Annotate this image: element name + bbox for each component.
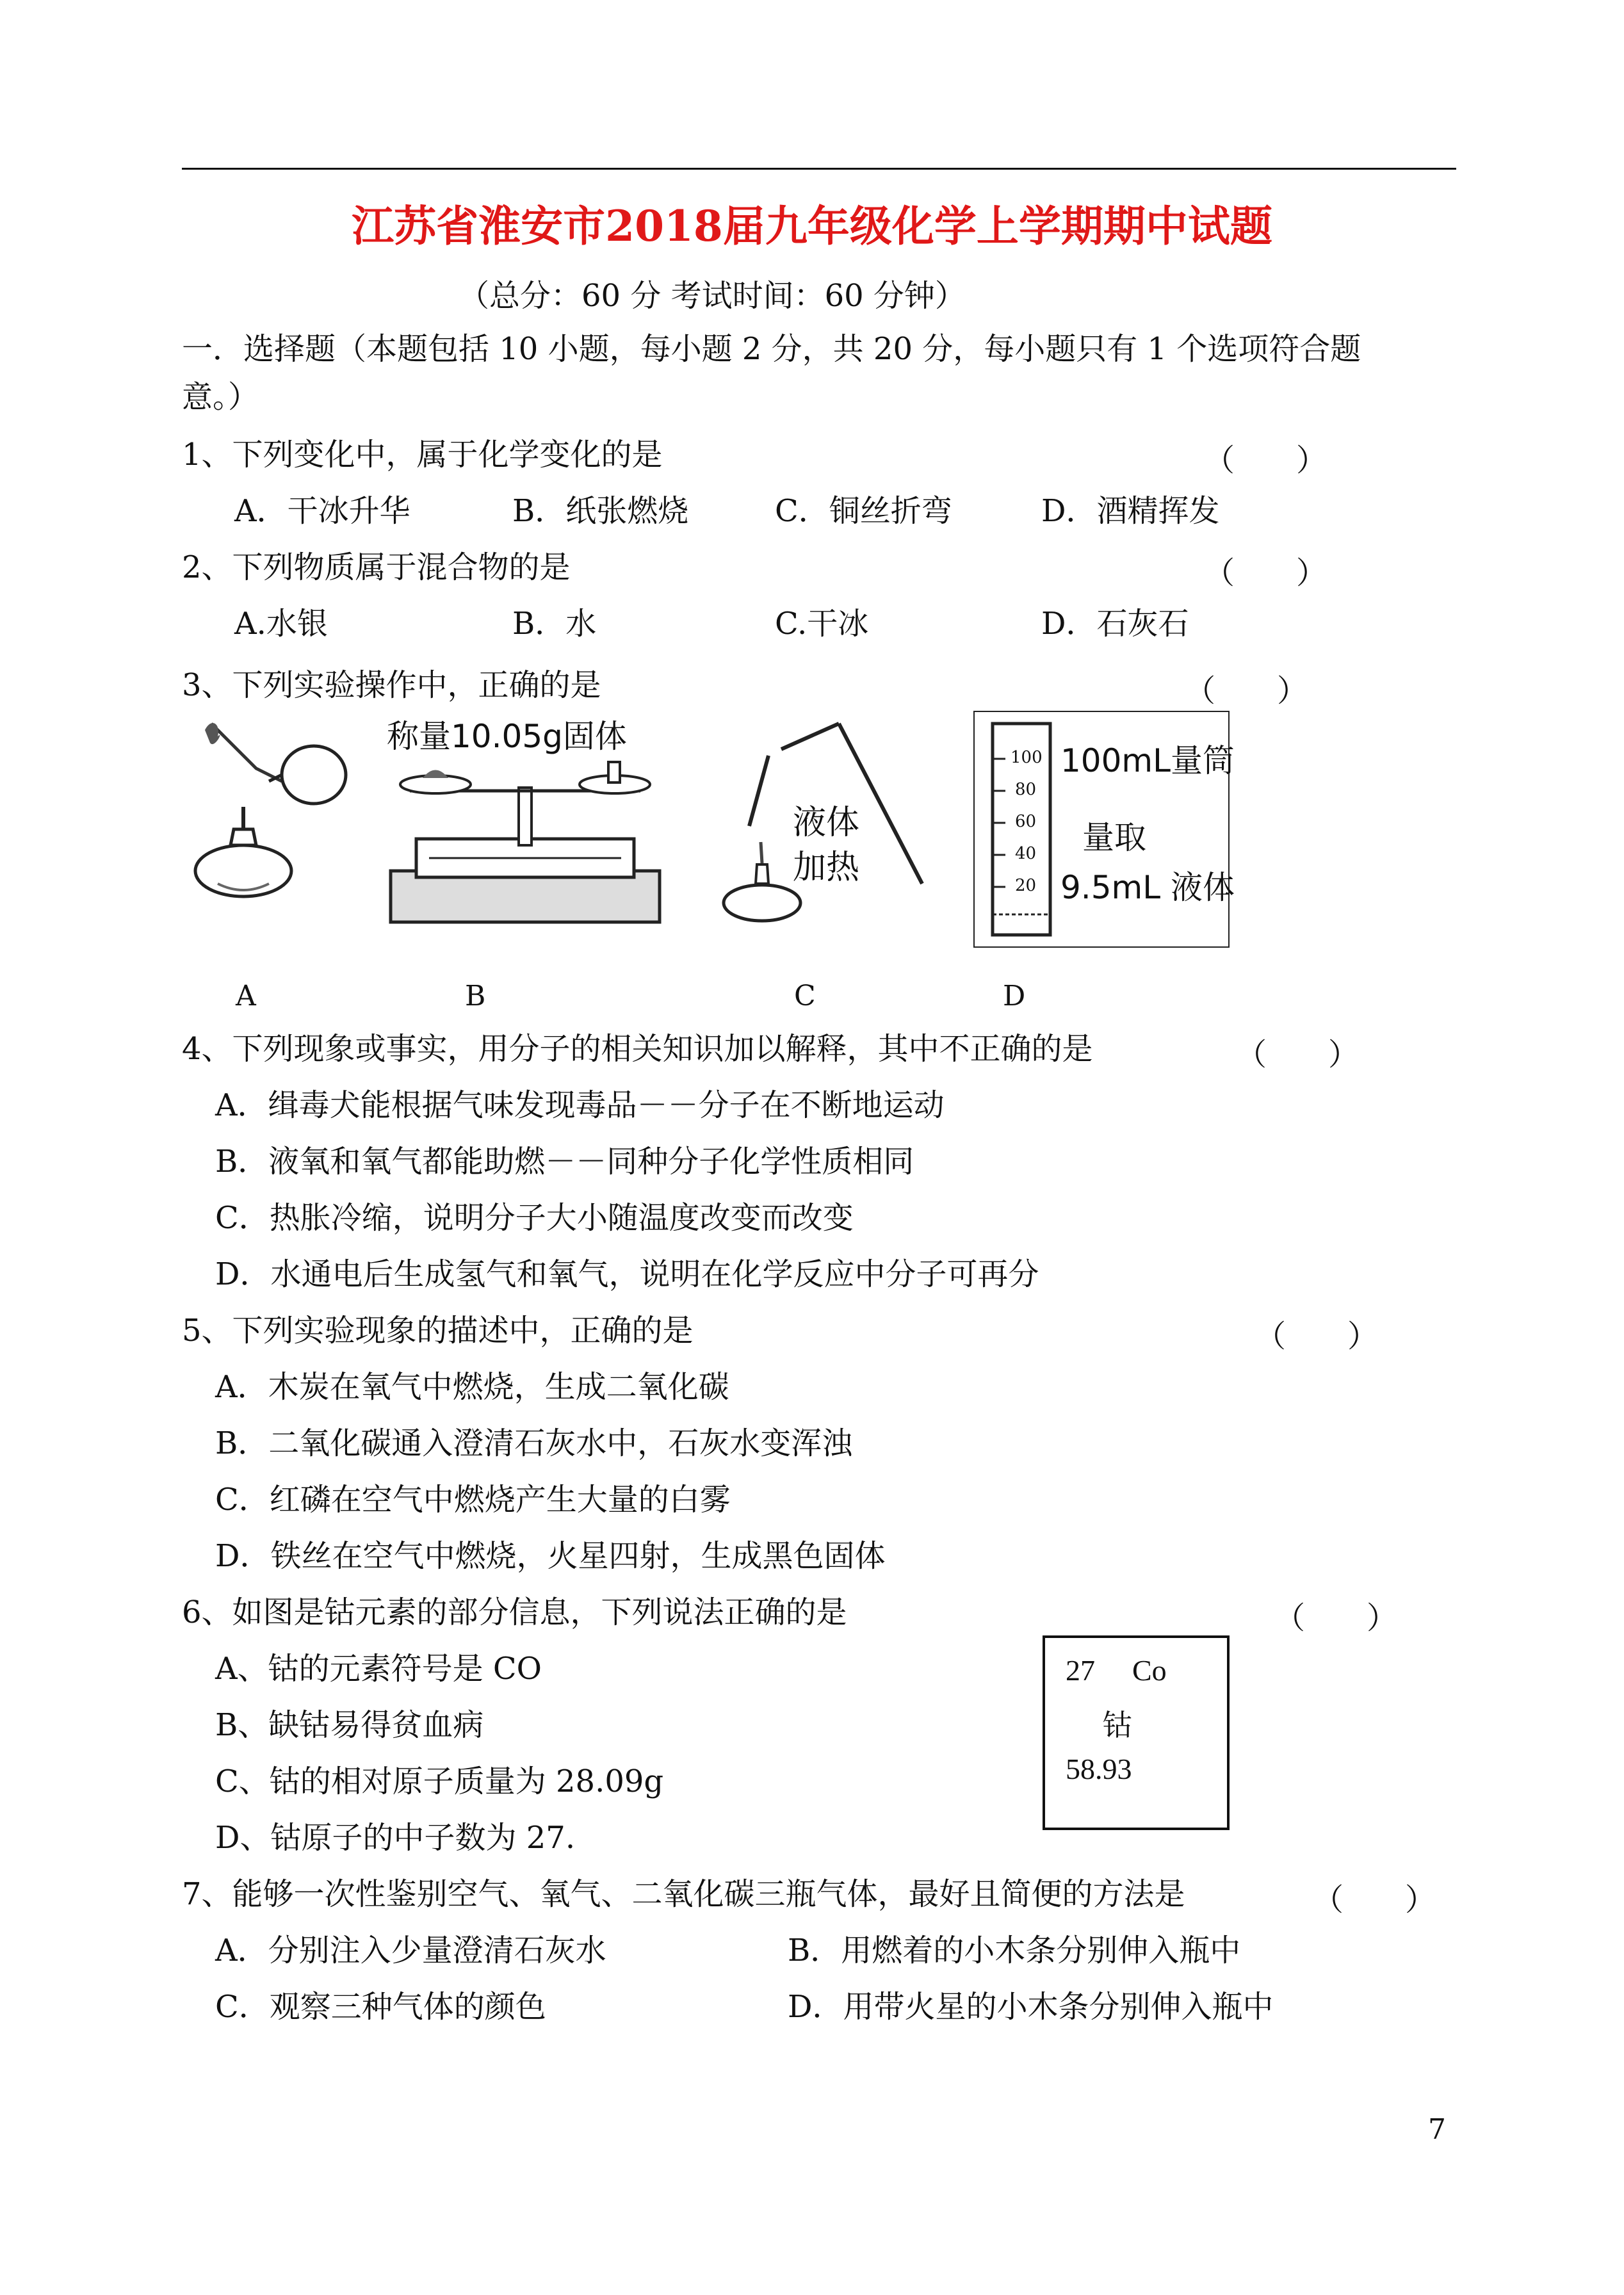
figure-b-caption: 称量10.05g固体 xyxy=(387,718,627,755)
page-number: 7 xyxy=(1428,2113,1446,2146)
question-stem: 1、下列变化中，属于化学变化的是 xyxy=(182,437,663,473)
option: A．木炭在氧气中燃烧，生成二氧化碳 xyxy=(215,1369,729,1405)
option: C．红磷在空气中燃烧产生大量的白雾 xyxy=(215,1482,731,1518)
option: B．液氧和氧气都能助燃－－同种分子化学性质相同 xyxy=(215,1144,914,1180)
option: C、钴的相对原子质量为 28.09g xyxy=(215,1764,664,1799)
figure-label: A xyxy=(236,980,256,1012)
option: D．酒精挥发 xyxy=(1041,493,1220,529)
figure-d-caption-3: 9.5mL 液体 xyxy=(1060,869,1235,906)
question-stem: 6、如图是钴元素的部分信息，下列说法正确的是 xyxy=(182,1594,847,1630)
question-stem: 2、下列物质属于混合物的是 xyxy=(182,549,571,585)
figure-label: C xyxy=(794,980,816,1012)
option: B．纸张燃烧 xyxy=(512,493,689,529)
option: A．缉毒犬能根据气味发现毒品－－分子在不断地运动 xyxy=(215,1087,945,1123)
question-stem: 3、下列实验操作中，正确的是 xyxy=(182,667,601,703)
atomic-number: 27 xyxy=(1066,1654,1095,1687)
option: D．用带火星的小木条分别伸入瓶中 xyxy=(788,1989,1274,2025)
option: D．石灰石 xyxy=(1041,606,1189,642)
section-heading-cont: 意。） xyxy=(182,379,259,415)
option: A．分别注入少量澄清石灰水 xyxy=(215,1933,606,1968)
figure-a-alcohol-lamp xyxy=(186,711,352,903)
answer-paren: （ ） xyxy=(1236,1037,1360,1073)
option: C．铜丝折弯 xyxy=(775,493,952,529)
option: C．观察三种气体的颜色 xyxy=(215,1989,546,2025)
option: B、缺钴易得贫血病 xyxy=(215,1707,484,1743)
answer-paren: （ ） xyxy=(1185,673,1308,709)
atomic-mass: 58.93 xyxy=(1066,1753,1132,1785)
option: C．热胀冷缩，说明分子大小随温度改变而改变 xyxy=(215,1200,854,1236)
figure-c-caption-2: 加热 xyxy=(793,848,860,887)
exam-info: （总分：60 分 考试时间：60 分钟） xyxy=(459,278,966,314)
answer-paren: （ ） xyxy=(1204,555,1328,591)
figure-label: D xyxy=(1003,980,1026,1012)
question-stem: 5、下列实验现象的描述中，正确的是 xyxy=(182,1313,694,1349)
option: B．二氧化碳通入澄清石灰水中，石灰水变浑浊 xyxy=(215,1425,853,1461)
figure-label: B xyxy=(465,980,486,1012)
tick-label: 80 xyxy=(1015,780,1037,799)
option: D、钴原子的中子数为 27. xyxy=(215,1820,576,1856)
header-rule xyxy=(182,168,1456,170)
tick-label: 20 xyxy=(1015,876,1037,895)
page-title: 江苏省淮安市2018届九年级化学上学期期中试题 xyxy=(352,201,1272,251)
tick-label: 100 xyxy=(1011,748,1043,767)
option: D．水通电后生成氢气和氧气，说明在化学反应中分子可再分 xyxy=(215,1256,1039,1292)
element-card-cobalt xyxy=(1043,1635,1230,1830)
question-stem: 7、能够一次性鉴别空气、氧气、二氧化碳三瓶气体，最好且简便的方法是 xyxy=(182,1876,1185,1912)
tick-label: 60 xyxy=(1015,812,1037,831)
figure-c-caption-1: 液体 xyxy=(793,804,860,842)
element-name: 钴 xyxy=(1103,1709,1132,1742)
answer-paren: （ ） xyxy=(1204,442,1328,478)
answer-paren: （ ） xyxy=(1255,1318,1379,1354)
option: C.干冰 xyxy=(775,606,869,642)
option: B．水 xyxy=(512,606,597,642)
section-heading: 一．选择题（本题包括 10 小题，每小题 2 分，共 20 分，每小题只有 1 个选项符合题 xyxy=(182,331,1361,367)
question-stem: 4、下列现象或事实，用分子的相关知识加以解释，其中不正确的是 xyxy=(182,1031,1093,1067)
element-symbol: Co xyxy=(1132,1654,1167,1687)
tick-label: 40 xyxy=(1015,844,1037,863)
answer-paren: （ ） xyxy=(1274,1600,1398,1636)
option: B．用燃着的小木条分别伸入瓶中 xyxy=(788,1933,1241,1968)
figure-d-caption-2: 量取 xyxy=(1082,819,1146,856)
figure-d-caption-1: 100mL量筒 xyxy=(1060,742,1235,779)
option: A．干冰升华 xyxy=(234,493,410,529)
answer-paren: （ ） xyxy=(1313,1882,1436,1918)
option: A.水银 xyxy=(234,606,328,642)
option: A、钴的元素符号是 CO xyxy=(215,1651,542,1687)
option: D．铁丝在空气中燃烧，火星四射，生成黑色固体 xyxy=(215,1538,886,1574)
